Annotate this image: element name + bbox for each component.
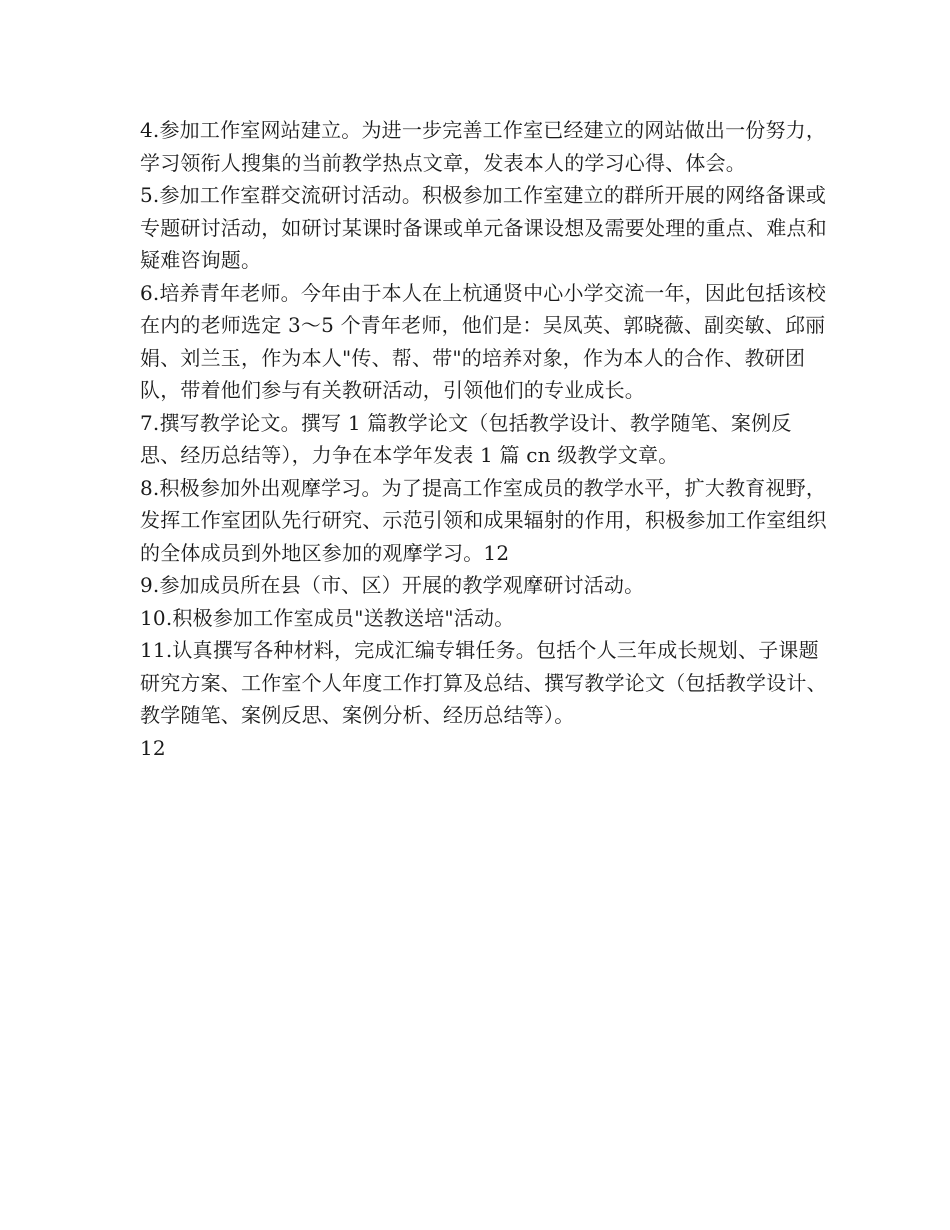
- paragraph-item-6: 6.培养青年老师。今年由于本人在上杭通贤中心小学交流一年，因此包括该校在内的老师选定 3～5 个青年老师，他们是：吴凤英、郭晓薇、副奕敏、邱丽娟、刘兰玉，作为本人"传、帮、带"的培养对象，作为本人的合作、教研团队，带着他们参与有关教研活动，引领他们的专业成长。: [140, 280, 827, 402]
- paragraph-item-4: 4.参加工作室网站建立。为进一步完善工作室已经建立的网站做出一份努力，学习领衔人搜集的当前教学热点文章，发表本人的学习心得、体会。: [140, 118, 827, 175]
- paragraph-item-8: 8.积极参加外出观摩学习。为了提高工作室成员的教学水平，扩大教育视野，发挥工作室团队先行研究、示范引领和成果辐射的作用，积极参加工作室组织的全体成员到外地区参加的观摩学习。12: [140, 475, 827, 565]
- paragraph-item-5: 5.参加工作室群交流研讨活动。积极参加工作室建立的群所开展的网络备课或专题研讨活动，如研讨某课时备课或单元备课设想及需要处理的重点、难点和疑难咨询题。: [140, 183, 827, 272]
- paragraph-item-7: 7.撰写教学论文。撰写 1 篇教学论文（包括教学设计、教学随笔、案例反思、经历总结等），力争在本学年发表 1 篇 cn 级教学文章。: [140, 410, 792, 467]
- document-body: [140, 114, 830, 764]
- paragraph-item-10: 10.积极参加工作室成员"送教送培"活动。: [140, 605, 515, 630]
- paragraph-item-11: 11.认真撰写各种材料，完成汇编专辑任务。包括个人三年成长规划、子课题研究方案、工作室个人年度工作打算及总结、撰写教学论文（包括教学设计、教学随笔、案例反思、案例分析、经历总结等）。: [140, 638, 827, 727]
- paragraph-item-9: 9.参加成员所在县（市、区）开展的教学观摩研讨活动。: [140, 573, 645, 597]
- page-number-text: 12: [140, 735, 166, 760]
